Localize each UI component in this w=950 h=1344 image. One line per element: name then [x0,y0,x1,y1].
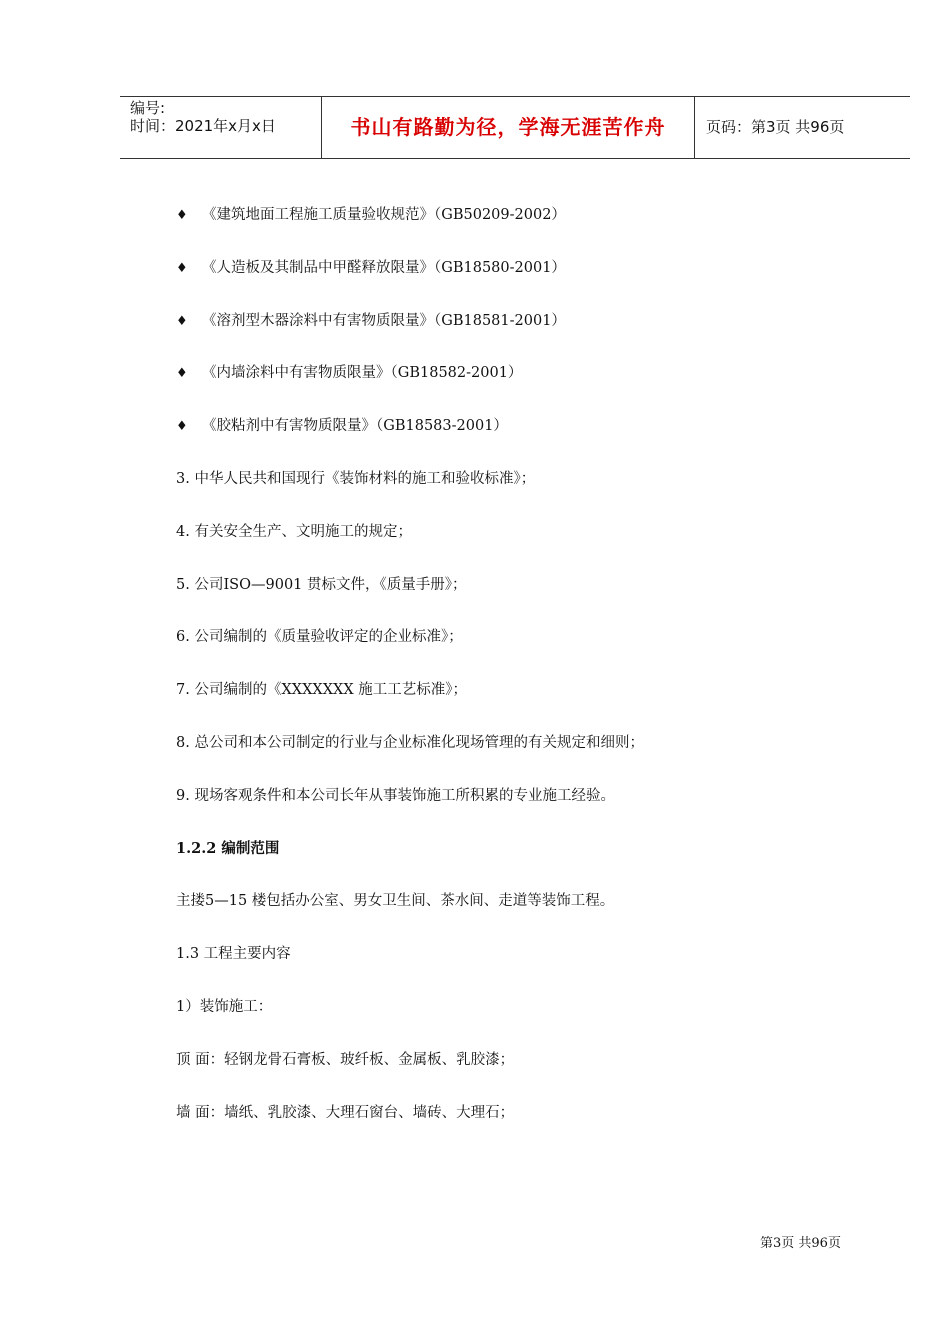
document-body [176,200,876,1150]
standard-list-item [176,411,876,464]
standard-list-item [176,200,876,253]
scope-paragraph: 主搂5—15 楼包括办公室、男女卫生间、茶水间、走道等装饰工程。 [176,893,615,910]
section-heading-main-content: 1.3 工程主要内容 [176,946,291,963]
standard-list-item [176,253,876,306]
standard-list-item [176,306,876,359]
subsection-heading-decoration: 1）装饰施工： [176,998,273,1015]
header-meta [130,99,276,135]
standard-text: 《溶剂型木器涂料中有害物质限量》（GB18581-2001） [202,312,566,329]
diamond-bullet-icon: ♦ [176,366,188,382]
numbered-list-item: 9. 现场客观条件和本公司长年从事装饰施工所积累的专业施工经验。 [176,787,615,804]
document-time-label: 时间：2021年x月x日 [130,117,276,135]
standard-text: 《内墙涂料中有害物质限量》（GB18582-2001） [202,365,523,382]
header-divider [694,97,695,158]
document-number-label: 编号: [130,99,166,117]
diamond-bullet-icon: ♦ [176,208,188,223]
standard-list-item [176,358,876,411]
standard-text: 《建筑地面工程施工质量验收规范》（GB50209-2002） [202,207,566,223]
numbered-list-item: 8. 总公司和本公司制定的行业与企业标准化现场管理的有关规定和细则； [176,734,644,751]
page-header [120,96,910,159]
numbered-list-item: 6. 公司编制的《质量验收评定的企业标准》； [176,629,463,646]
diamond-bullet-icon: ♦ [176,313,188,329]
standard-text: 《人造板及其制品中甲醛释放限量》（GB18580-2001） [202,259,566,276]
standard-text: 《胶粘剂中有害物质限量》（GB18583-2001） [202,418,508,435]
ceiling-materials-line: 顶 面：轻钢龙骨石膏板、玻纤板、金属板、乳胶漆； [176,1051,515,1068]
diamond-bullet-icon: ♦ [176,419,188,435]
numbered-list-item: 3. 中华人民共和国现行《装饰材料的施工和验收标准》； [176,470,536,487]
page-footer-number: 第3页 共96页 [760,1236,841,1251]
diamond-bullet-icon: ♦ [176,260,188,276]
header-page-info: 页码：第3页 共96页 [706,118,845,136]
wall-materials-line: 墙 面：墙纸、乳胶漆、大理石窗台、墙砖、大理石； [176,1104,515,1121]
numbered-list-item: 4. 有关安全生产、文明施工的规定； [176,523,412,540]
section-heading-scope: 1.2.2 编制范围 [176,839,280,857]
numbered-list-item: 7. 公司编制的《XXXXXXX 施工工艺标准》； [176,682,468,699]
numbered-list-item: 5. 公司ISO—9001 贯标文件，《质量手册》； [176,576,467,593]
header-motto: 书山有路勤为径，学海无涯苦作舟 [350,115,666,139]
